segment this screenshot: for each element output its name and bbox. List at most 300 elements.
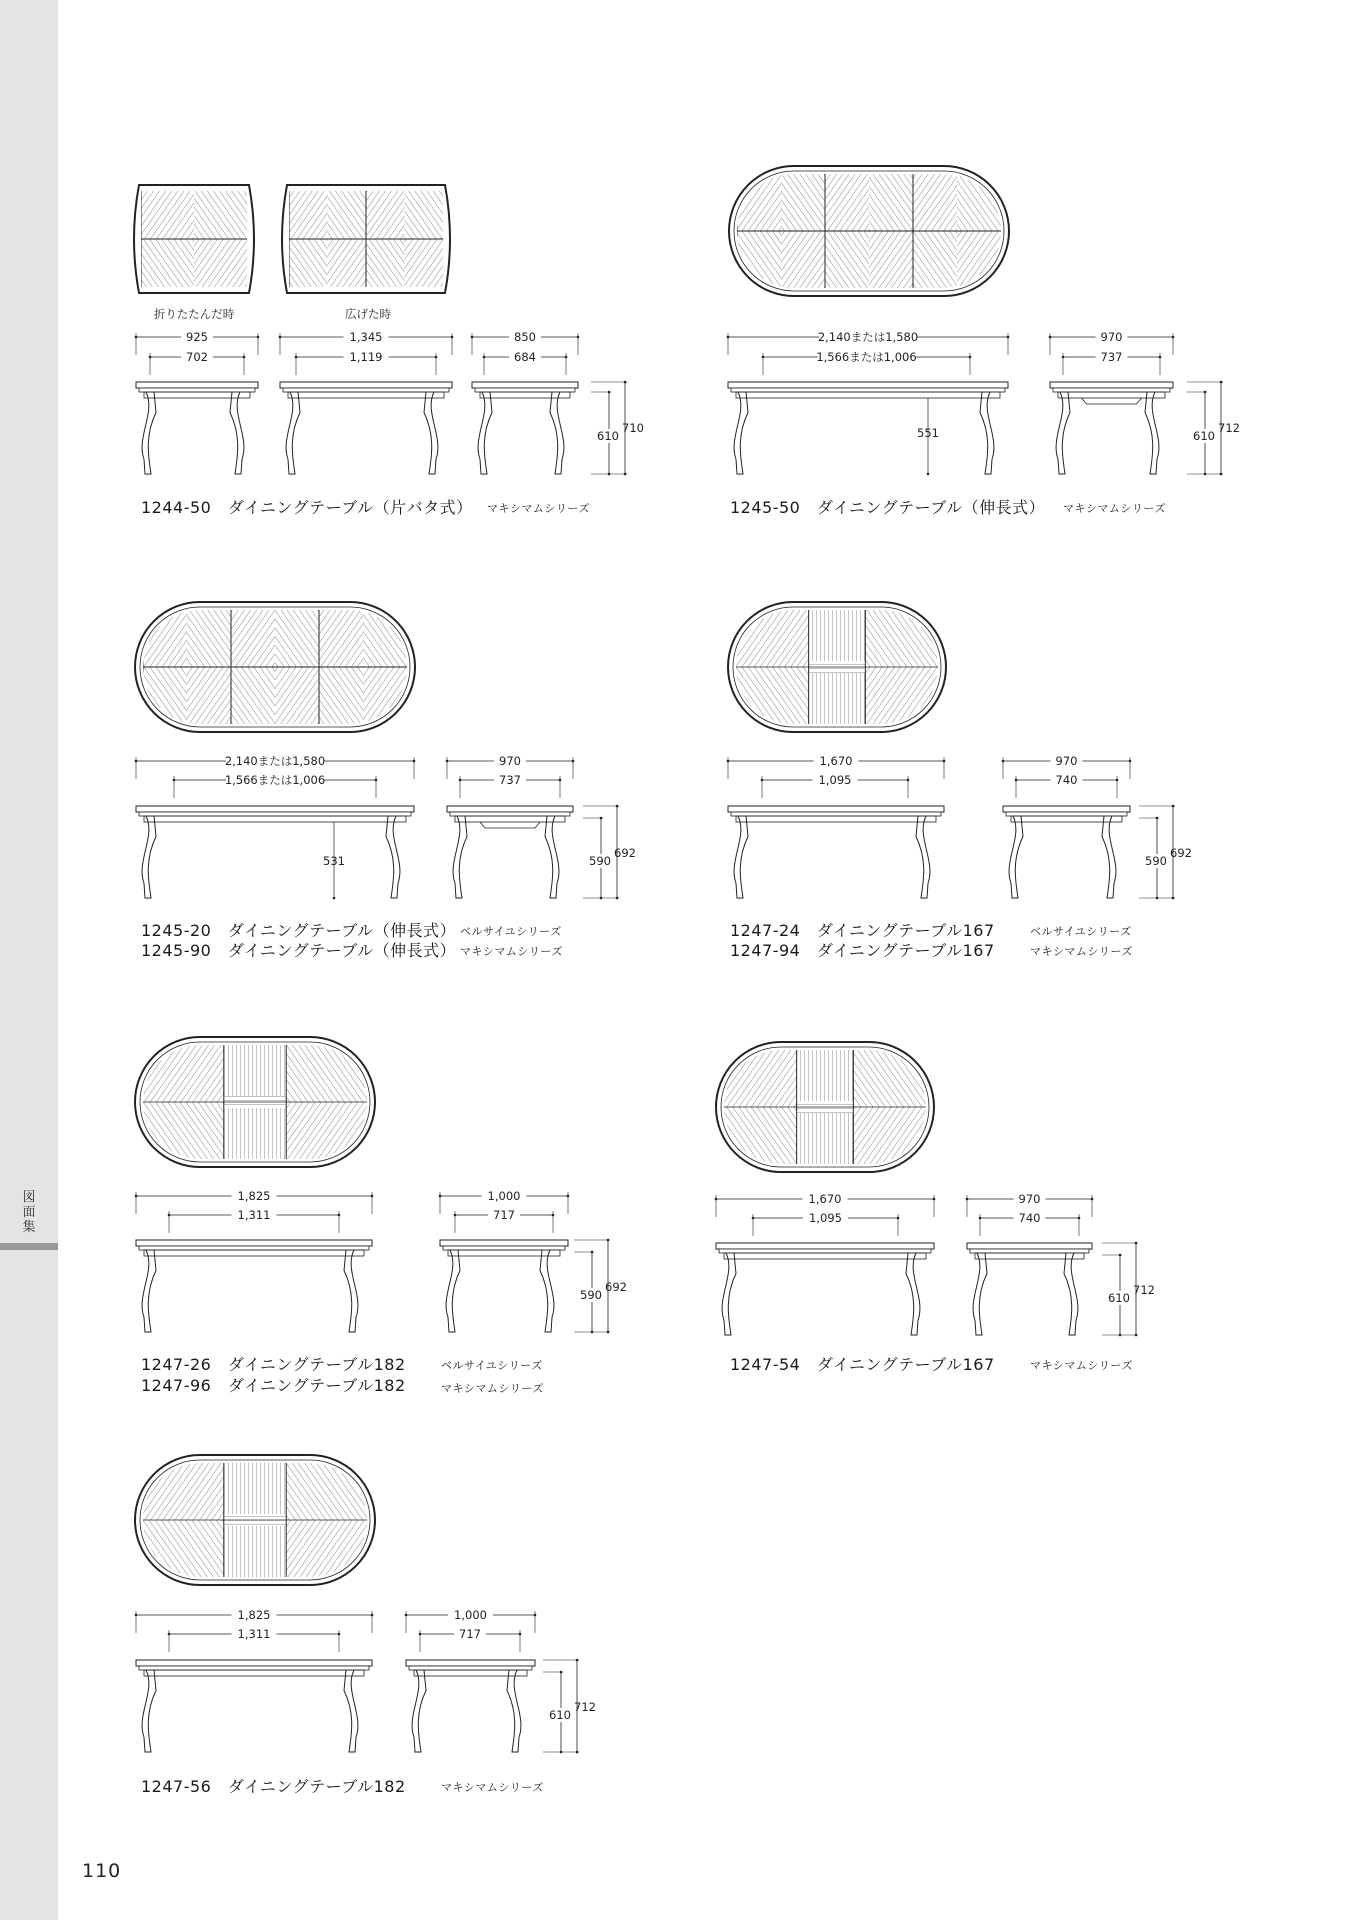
caption-p5-1: 1247-26 ダイニングテーブル182: [141, 1355, 406, 1374]
p4-elev-front-apron: [736, 816, 936, 822]
p3-height-t4: [616, 897, 619, 900]
p1-plan-open-p1d: [405, 239, 444, 287]
p2-dim1-inner-label: 1,566または1,006: [816, 350, 917, 364]
p3-plan-hatch: [143, 610, 407, 724]
product-1244-50: [134, 185, 644, 475]
p6-height-t2: [1119, 1334, 1122, 1337]
p7-dim2-outer-tick-l: [405, 1614, 408, 1617]
p5-height-t2: [591, 1331, 594, 1334]
p6-dim2-outer-tick-r: [1091, 1198, 1094, 1201]
p6-elev-side-edge: [970, 1249, 1089, 1253]
p3-dim1-inner-tick-r: [375, 779, 378, 782]
product-1245-20-90: [135, 602, 636, 899]
product-1247-54: [715, 1042, 1155, 1336]
p5-elev-front-leg-l: [142, 1250, 156, 1332]
p4-plan-r2: [865, 667, 938, 724]
p7-elev-side-edge: [409, 1666, 532, 1670]
p6-elev-front-leg-r: [906, 1253, 920, 1335]
p7-plan-c1: [224, 1463, 286, 1514]
p2-plan-q0b: [781, 174, 825, 231]
p5-height-t3: [607, 1239, 610, 1242]
p2-elev-side-drawer: [1082, 398, 1142, 404]
p1-height-t3: [624, 381, 627, 384]
p3-dim2-outer-tick-r: [572, 760, 575, 763]
p5-elev-front-top: [136, 1240, 372, 1246]
p5-dim1-inner-tick-r: [338, 1214, 341, 1217]
p7-elev-front-edge: [139, 1666, 369, 1670]
p4-elev-front-leg-l: [734, 816, 748, 898]
p3-dim1-inner-label: 1,566または1,006: [224, 773, 326, 787]
p5-height-total-label: 692: [605, 1280, 627, 1294]
p1-elev-side-top: [472, 382, 578, 388]
caption-p6-1: 1247-54 ダイニングテーブル167: [730, 1355, 995, 1374]
p1-elev-folded-leg-l: [142, 392, 156, 474]
p1-plan-folded-p0d: [194, 239, 247, 287]
p1-elev-side-leg-r: [550, 392, 564, 474]
caption-p3-1: 1245-20 ダイニングテーブル（伸長式）: [141, 921, 457, 940]
p1-elev-side-edge: [475, 388, 575, 392]
p1-dim1-inner-tick-r: [243, 356, 246, 359]
p3-elev-front-leg-r: [386, 816, 400, 898]
series-p5-2: マキシマムシリーズ: [441, 1382, 544, 1395]
product-1247-56: [135, 1455, 596, 1753]
p4-height-seat-label: 590: [1145, 854, 1167, 868]
p7-plan-r1: [286, 1463, 367, 1520]
p2-plan-q1b: [869, 174, 913, 231]
p2-height-t3: [1220, 381, 1223, 384]
p7-plan-l2: [143, 1520, 224, 1577]
p2-elev-front-edge: [731, 388, 1005, 392]
p4-dim1-outer-label: 1,670: [819, 754, 853, 768]
p5-elev-side-edge: [443, 1246, 565, 1250]
p4-height-total-label: 692: [1170, 846, 1192, 860]
p1-elev-open-leg-r: [424, 392, 438, 474]
p5-plan-l1: [143, 1045, 224, 1102]
p4-elev-front-top: [728, 806, 944, 812]
p2-height-t4: [1220, 473, 1223, 476]
p5-dim2-inner-tick-r: [552, 1214, 555, 1217]
p5-dim1-inner-tick-l: [168, 1214, 171, 1217]
p1-dim2-inner-label: 1,119: [349, 350, 383, 364]
p1-dim2-inner-tick-r: [435, 356, 438, 359]
p3-dim2-outer-tick-l: [446, 760, 449, 763]
p3-plan-q0d: [187, 667, 231, 724]
p6-elev-front-leg-l: [722, 1253, 736, 1335]
p6-plan-r1: [853, 1050, 926, 1107]
p7-dim2-outer-tick-r: [534, 1614, 537, 1617]
p1-dim3-inner-tick-l: [483, 356, 486, 359]
series-p4-1: ベルサイユシリーズ: [1030, 925, 1132, 938]
p3-elev-front-apron: [144, 816, 406, 822]
p1-plan-open-p0d: [328, 239, 367, 287]
p2-elev-side-edge: [1053, 388, 1170, 392]
p7-height-t4: [576, 1751, 579, 1754]
p2-plan-q1c: [825, 231, 869, 288]
p1-elev-open-leg-l: [286, 392, 300, 474]
p1-elev-open-edge: [283, 388, 449, 392]
p5-dim2-outer-tick-r: [567, 1195, 570, 1198]
p2-dim1-outer-label: 2,140または1,580: [817, 330, 919, 344]
p6-dim1-outer-tick-r: [933, 1198, 936, 1201]
p2-height-seat-label: 610: [1193, 429, 1215, 443]
p1-plan-folded-hatch: [141, 191, 247, 287]
p3-elev-front-leg-l: [142, 816, 156, 898]
p2-elev-front-leg-l: [734, 392, 748, 474]
p1-dim2-inner-tick-l: [295, 356, 298, 359]
caption-p3-2: 1245-90 ダイニングテーブル（伸長式）: [141, 941, 457, 960]
p2-height-t1: [1204, 391, 1207, 394]
p1-dim3-outer-label: 850: [514, 330, 536, 344]
p1-elev-folded-top: [136, 382, 258, 388]
p1-elev-open-apron: [288, 392, 444, 398]
p6-plan-c1: [797, 1050, 854, 1101]
p6-dim1-inner-tick-l: [752, 1217, 755, 1220]
p3-plan-q2c: [319, 667, 363, 724]
p7-dim1-inner-label: 1,311: [237, 1627, 271, 1641]
p6-dim2-inner-tick-l: [979, 1217, 982, 1220]
p3-elev-side-top: [447, 806, 573, 812]
p7-dim1-outer-tick-r: [371, 1614, 374, 1617]
p2-height-total-label: 712: [1218, 421, 1240, 435]
caption-p4-1: 1247-24 ダイニングテーブル167: [730, 921, 995, 940]
p5-height-t1: [591, 1251, 594, 1254]
p2-elev-side-leg-l: [1056, 392, 1070, 474]
p3-extra-label: 531: [323, 854, 345, 868]
p1-dim2-outer-tick-r: [451, 336, 454, 339]
p4-plan-l2: [736, 667, 809, 724]
p5-elev-front-edge: [139, 1246, 369, 1250]
p2-plan-q1a: [825, 174, 869, 231]
side-tab-char-3: 集: [22, 1220, 36, 1235]
p7-dim1-inner-tick-l: [168, 1633, 171, 1636]
p3-plan-q2a: [319, 610, 363, 667]
p1-plan-open-p1b: [405, 191, 444, 239]
p1-plan-open-p0b: [328, 191, 367, 239]
p6-dim2-inner-label: 740: [1018, 1211, 1041, 1225]
p7-elev-front-apron: [144, 1670, 364, 1676]
p1-dim1-inner-tick-l: [149, 356, 152, 359]
p3-plan-q1c: [231, 667, 275, 724]
p6-elev-side-leg-r: [1064, 1253, 1078, 1335]
p3-plan-q1a: [231, 610, 275, 667]
p1-height-seat-label: 610: [597, 429, 619, 443]
p1-height-t4: [624, 473, 627, 476]
p1-height-total-label: 710: [622, 421, 644, 435]
p2-height-t2: [1204, 473, 1207, 476]
p4-plan-r1: [865, 610, 938, 667]
p5-dim2-inner-label: 717: [493, 1208, 515, 1222]
p5-elev-side-leg-r: [540, 1250, 554, 1332]
p2-ext-tick: [927, 473, 930, 476]
p2-plan-q2c: [913, 231, 957, 288]
p2-dim2-inner-label: 737: [1100, 350, 1123, 364]
p3-dim2-inner-tick-l: [459, 779, 462, 782]
p2-dim2-inner-tick-r: [1159, 356, 1162, 359]
p4-dim2-outer-label: 970: [1055, 754, 1078, 768]
p2-elev-side-apron: [1058, 392, 1165, 398]
p4-elev-side-top: [1003, 806, 1130, 812]
p5-dim1-outer-label: 1,825: [237, 1189, 271, 1203]
p6-elev-side-apron: [975, 1253, 1084, 1259]
p1-elev-side-leg-l: [478, 392, 492, 474]
p5-elev-side-top: [440, 1240, 568, 1246]
p7-dim1-inner-tick-r: [338, 1633, 341, 1636]
p5-height-seat-label: 590: [580, 1288, 602, 1302]
p4-elev-side-leg-l: [1009, 816, 1023, 898]
p5-dim1-outer-tick-l: [135, 1195, 138, 1198]
p6-elev-front-top: [716, 1243, 934, 1249]
p3-height-seat-label: 590: [589, 854, 611, 868]
p4-dim2-inner-tick-l: [1015, 779, 1018, 782]
p6-height-t3: [1135, 1242, 1138, 1245]
p6-dim1-inner-tick-r: [897, 1217, 900, 1220]
series-p7-1: マキシマムシリーズ: [441, 1781, 544, 1794]
p4-elev-side-edge: [1006, 812, 1127, 816]
p6-height-seat-label: 610: [1108, 1291, 1130, 1305]
p5-plan-c1: [224, 1045, 286, 1096]
p3-dim2-inner-tick-r: [559, 779, 562, 782]
p2-elev-front-top: [728, 382, 1008, 388]
p5-plan-r1: [286, 1045, 367, 1102]
p7-elev-front-top: [136, 1660, 372, 1666]
p7-elev-front-leg-r: [344, 1670, 358, 1752]
p1-height-t2: [608, 473, 611, 476]
caption-p7-1: 1247-56 ダイニングテーブル182: [141, 1777, 406, 1796]
p1-dim3-inner-tick-r: [565, 356, 568, 359]
p7-plan-l1: [143, 1463, 224, 1520]
p5-elev-front-leg-r: [344, 1250, 358, 1332]
p4-dim2-inner-label: 740: [1055, 773, 1078, 787]
p3-elev-side-apron: [455, 816, 565, 822]
p1-dim1-outer-tick-l: [135, 336, 138, 339]
p6-elev-front-apron: [724, 1253, 926, 1259]
p5-plan-hatch: [143, 1045, 367, 1159]
p4-plan-c3: [809, 673, 866, 724]
p4-elev-side-leg-r: [1102, 816, 1116, 898]
p6-dim2-outer-label: 970: [1018, 1192, 1041, 1206]
p1-label-open: 広げた時: [345, 307, 391, 321]
p5-elev-front-apron: [144, 1250, 364, 1256]
p6-height-total-label: 712: [1133, 1283, 1155, 1297]
p3-dim2-outer-label: 970: [499, 754, 521, 768]
p1-label-folded: 折りたたんだ時: [153, 307, 235, 321]
series-p5-1: ベルサイユシリーズ: [441, 1359, 543, 1372]
p7-plan-r2: [286, 1520, 367, 1577]
p4-height-t4: [1172, 897, 1175, 900]
p2-dim2-outer-tick-r: [1172, 336, 1175, 339]
p5-plan-l2: [143, 1102, 224, 1159]
p2-dim1-inner-tick-r: [969, 356, 972, 359]
series-p2-1: マキシマムシリーズ: [1063, 502, 1166, 515]
p1-elev-folded-leg-r: [230, 392, 244, 474]
p4-dim2-outer-tick-r: [1129, 760, 1132, 763]
p3-elev-side-drawer: [480, 822, 540, 828]
p7-dim2-inner-label: 717: [459, 1627, 481, 1641]
p4-elev-side-apron: [1011, 816, 1122, 822]
p3-elev-side-leg-l: [453, 816, 467, 898]
p7-height-t2: [560, 1751, 563, 1754]
p5-dim2-outer-label: 1,000: [487, 1189, 521, 1203]
side-tab-char-1: 図: [22, 1190, 36, 1205]
p1-height-t1: [608, 391, 611, 394]
p1-dim1-inner-label: 702: [186, 350, 208, 364]
p2-plan-hatch: [737, 174, 1001, 288]
p1-elev-side-apron: [480, 392, 570, 398]
p2-dim1-inner-tick-l: [762, 356, 765, 359]
p2-dim2-inner-tick-l: [1062, 356, 1065, 359]
p2-plan-q1d: [869, 231, 913, 288]
p1-plan-folded-p0c: [141, 239, 194, 287]
p4-dim1-inner-label: 1,095: [818, 773, 852, 787]
p2-elev-side-leg-r: [1145, 392, 1159, 474]
p7-plan-c3: [224, 1526, 286, 1577]
p1-dim3-outer-tick-l: [471, 336, 474, 339]
p3-elev-side-leg-r: [545, 816, 559, 898]
p7-elev-front-leg-l: [142, 1670, 156, 1752]
p3-dim2-inner-label: 737: [499, 773, 521, 787]
p1-elev-open-top: [280, 382, 452, 388]
series-p6-1: マキシマムシリーズ: [1030, 1359, 1133, 1372]
p3-dim1-outer-tick-r: [413, 760, 416, 763]
p2-plan-q2a: [913, 174, 957, 231]
p4-plan-l1: [736, 610, 809, 667]
p7-dim1-outer-tick-l: [135, 1614, 138, 1617]
p4-height-t2: [1156, 897, 1159, 900]
p5-plan-c3: [224, 1108, 286, 1159]
p1-elev-folded-apron: [144, 392, 250, 398]
p1-dim2-outer-tick-l: [279, 336, 282, 339]
p2-elev-front-leg-r: [980, 392, 994, 474]
p4-dim1-inner-tick-r: [907, 779, 910, 782]
p5-dim1-outer-tick-r: [371, 1195, 374, 1198]
p2-plan-q0d: [781, 231, 825, 288]
p6-dim1-inner-label: 1,095: [809, 1211, 842, 1225]
p6-dim2-outer-tick-l: [966, 1198, 969, 1201]
p7-elev-side-leg-r: [507, 1670, 521, 1752]
p7-plan-hatch: [143, 1463, 367, 1577]
p1-plan-open-p1a: [366, 191, 405, 239]
product-1247-26-96: [135, 1037, 627, 1333]
p2-extra-label: 551: [917, 426, 939, 440]
p6-height-t4: [1135, 1334, 1138, 1337]
p6-elev-front-edge: [719, 1249, 931, 1253]
p6-plan-l2: [724, 1107, 797, 1164]
p3-plan-q0b: [187, 610, 231, 667]
p3-plan-q1b: [275, 610, 319, 667]
p5-elev-side-leg-l: [446, 1250, 460, 1332]
p6-height-t1: [1119, 1254, 1122, 1257]
p7-height-seat-label: 610: [549, 1708, 571, 1722]
series-p3-2: マキシマムシリーズ: [460, 945, 563, 958]
p4-height-t3: [1172, 805, 1175, 808]
p6-dim1-outer-tick-l: [715, 1198, 718, 1201]
side-tab-char-2: 面: [22, 1205, 36, 1220]
p3-height-total-label: 692: [614, 846, 636, 860]
p4-dim1-outer-tick-l: [727, 760, 730, 763]
p1-dim1-outer-label: 925: [186, 330, 208, 344]
p6-plan-hatch: [724, 1050, 926, 1164]
p7-height-total-label: 712: [574, 1700, 596, 1714]
p1-plan-open-p0a: [289, 191, 328, 239]
p2-elev-front-apron: [736, 392, 1000, 398]
p2-dim1-outer-tick-l: [727, 336, 730, 339]
product-1245-50: [727, 166, 1240, 475]
p5-height-t4: [607, 1331, 610, 1334]
p3-elev-front-top: [136, 806, 414, 812]
p1-plan-open-hatch: [289, 191, 443, 287]
product-1247-24-94: [727, 602, 1192, 899]
p2-elev-side-top: [1050, 382, 1173, 388]
p5-elev-side-apron: [448, 1250, 560, 1256]
p3-dim1-inner-tick-l: [173, 779, 176, 782]
p1-dim1-outer-tick-r: [257, 336, 260, 339]
p4-elev-front-edge: [731, 812, 941, 816]
p6-plan-c3: [797, 1113, 854, 1164]
p2-dim1-outer-tick-r: [1007, 336, 1010, 339]
p3-plan-q1d: [275, 667, 319, 724]
p6-dim2-inner-tick-r: [1078, 1217, 1081, 1220]
p7-height-t3: [576, 1659, 579, 1662]
p4-height-t1: [1156, 817, 1159, 820]
p3-elev-front-edge: [139, 812, 411, 816]
p2-dim2-outer-tick-l: [1049, 336, 1052, 339]
p7-elev-side-apron: [414, 1670, 527, 1676]
p4-dim2-inner-tick-r: [1116, 779, 1119, 782]
p6-elev-side-top: [967, 1243, 1092, 1249]
p7-height-t1: [560, 1671, 563, 1674]
p7-elev-side-leg-l: [412, 1670, 426, 1752]
p3-height-t1: [600, 817, 603, 820]
p4-plan-c1: [809, 610, 866, 661]
p1-dim2-outer-label: 1,345: [349, 330, 383, 344]
p5-dim2-inner-tick-l: [454, 1214, 457, 1217]
p7-dim1-outer-label: 1,825: [237, 1608, 271, 1622]
p5-dim2-outer-tick-l: [439, 1195, 442, 1198]
p4-dim1-outer-tick-r: [943, 760, 946, 763]
p1-dim3-outer-tick-r: [577, 336, 580, 339]
series-p1-1: マキシマムシリーズ: [487, 502, 590, 515]
p3-dim1-outer-label: 2,140または1,580: [224, 754, 326, 768]
p3-elev-side-edge: [450, 812, 570, 816]
p1-dim3-inner-label: 684: [514, 350, 536, 364]
p3-ext-tick: [333, 897, 336, 900]
p3-height-t2: [600, 897, 603, 900]
p3-dim1-outer-tick-l: [135, 760, 138, 763]
caption-p2-1: 1245-50 ダイニングテーブル（伸長式）: [730, 498, 1046, 517]
p4-elev-front-leg-r: [916, 816, 930, 898]
caption-p4-2: 1247-94 ダイニングテーブル167: [730, 941, 995, 960]
p4-dim2-outer-tick-l: [1002, 760, 1005, 763]
series-p4-2: マキシマムシリーズ: [1030, 945, 1133, 958]
p1-plan-folded-p0a: [141, 191, 194, 239]
p6-plan-l1: [724, 1050, 797, 1107]
p6-elev-side-leg-l: [973, 1253, 987, 1335]
p7-dim2-inner-tick-r: [519, 1633, 522, 1636]
series-p3-1: ベルサイユシリーズ: [460, 925, 562, 938]
p5-dim1-inner-label: 1,311: [237, 1208, 271, 1222]
p3-height-t3: [616, 805, 619, 808]
p7-dim2-inner-tick-l: [419, 1633, 422, 1636]
p1-plan-open-p0c: [289, 239, 328, 287]
p7-dim2-outer-label: 1,000: [454, 1608, 487, 1622]
p1-plan-folded-p0b: [194, 191, 247, 239]
p4-dim1-inner-tick-l: [761, 779, 764, 782]
p1-elev-folded-edge: [139, 388, 255, 392]
p2-dim2-outer-label: 970: [1100, 330, 1123, 344]
page-number: 110: [82, 1860, 122, 1882]
p6-dim1-outer-label: 1,670: [808, 1192, 842, 1206]
caption-p5-2: 1247-96 ダイニングテーブル182: [141, 1376, 406, 1395]
